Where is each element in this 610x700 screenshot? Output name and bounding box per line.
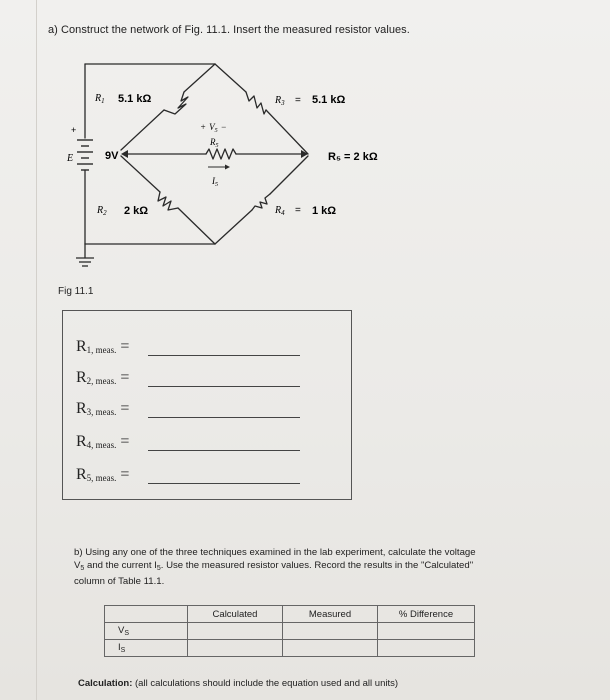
- resistor-r2-symbol: [158, 192, 178, 210]
- measurement-label: $R_{5, meas.}$ =: [76, 466, 130, 483]
- results-table: [104, 605, 475, 657]
- r5-center-label: [209, 137, 219, 149]
- table-cell-difference[interactable]: [378, 640, 475, 657]
- measurement-blank-line[interactable]: [148, 417, 300, 418]
- table-cell-measured[interactable]: [283, 640, 378, 657]
- bridge-circuit-diagram: [0, 0, 610, 300]
- measurement-blank-line[interactable]: [148, 483, 300, 484]
- measurement-row-r1: [76, 336, 306, 358]
- part-b-line-1: b) Using any one of the three techniques examined in the lab experiment, calculate the voltage: [74, 547, 476, 558]
- measurement-row-r5: [76, 464, 306, 486]
- figure-caption: Fig 11.1: [58, 286, 94, 297]
- r2-label: [96, 205, 148, 217]
- ground-icon: [76, 258, 94, 266]
- part-b-line-2: $V_5$ and the current $I_5$. Use the measured resistor values. Record the results in the "Calculated": [74, 560, 474, 572]
- calculation-label: Calculation:: [78, 678, 133, 689]
- resistor-r4-symbol: [252, 194, 270, 210]
- r4-label: [274, 205, 336, 217]
- measurement-blank-line[interactable]: [148, 450, 300, 451]
- r1-label: [94, 93, 151, 105]
- resistor-r5-symbol: [206, 149, 236, 159]
- source-plus-sign: +: [71, 125, 77, 135]
- svg-text:R1: $R_1$: [95, 93, 105, 105]
- measurement-row-r2: [76, 367, 306, 389]
- wire-bottom-left: [121, 156, 215, 244]
- current-is-arrow-icon: [208, 165, 230, 170]
- wire-bottom-right: [215, 156, 308, 244]
- measurement-label: $R_{1, meas.}$ =: [76, 338, 130, 355]
- table-header-row: [105, 606, 475, 623]
- wire-top-right: [215, 64, 308, 154]
- table-row: [105, 623, 475, 640]
- svg-text:R4: $R_4$: [275, 205, 285, 217]
- measurement-label: $R_{3, meas.}$ =: [76, 400, 130, 417]
- r4-value: 1 kΩ: [312, 205, 337, 217]
- resistor-r1-symbol: [164, 92, 188, 114]
- part-b-line-3: column of Table 11.1.: [74, 576, 165, 587]
- measurement-blank-line[interactable]: [148, 355, 300, 356]
- table-cell-measured[interactable]: [283, 623, 378, 640]
- svg-text:=: =: [295, 205, 301, 216]
- svg-text:+V5−: + $V_5$ −: [200, 122, 227, 134]
- table-header-cell: Measured: [283, 606, 378, 623]
- table-row-label: $V_S$: [105, 623, 188, 640]
- measurement-blank-line[interactable]: [148, 386, 300, 387]
- r3-label: [274, 94, 345, 107]
- measurement-row-r4: [76, 431, 306, 453]
- table-header-cell: Calculated: [188, 606, 283, 623]
- r2-value: 2 kΩ: [124, 205, 149, 217]
- table-header-cell: [105, 606, 188, 623]
- vs-polarity-label: [200, 122, 227, 134]
- r3-value: 5.1 kΩ: [312, 94, 346, 106]
- source-e-label: E: [67, 153, 74, 164]
- table-row-label: $I_S$: [105, 640, 188, 657]
- calculation-note: Calculation: (all calculations should include the equation used and all units): [78, 678, 399, 689]
- resistor-r3-symbol: [246, 92, 266, 114]
- measurement-row-r3: [76, 398, 306, 420]
- measurement-label: $R_{2, meas.}$ =: [76, 369, 130, 386]
- table-row: [105, 640, 475, 657]
- table-cell-calculated[interactable]: [188, 623, 283, 640]
- svg-text:I5: $I_5$: [212, 176, 218, 188]
- svg-text:=: =: [295, 95, 301, 106]
- table-header-cell: % Difference: [378, 606, 475, 623]
- svg-text:R5: $R_5$: [210, 137, 219, 149]
- is-current-label: [211, 176, 218, 188]
- r1-value: 5.1 kΩ: [118, 93, 152, 105]
- r5-value-label: R₅ = 2 kΩ: [328, 151, 378, 163]
- svg-text:R3: $R_3$: [275, 95, 285, 107]
- battery-source-icon: [77, 140, 93, 170]
- table-cell-calculated[interactable]: [188, 640, 283, 657]
- table-cell-difference[interactable]: [378, 623, 475, 640]
- part-a-instruction: a) Construct the network of Fig. 11.1. Insert the measured resistor values.: [48, 24, 410, 36]
- source-voltage-label: 9V: [105, 150, 119, 162]
- part-b-instruction: [74, 546, 574, 588]
- measurement-label: $R_{4, meas.}$ =: [76, 433, 130, 450]
- wire-top-left: [121, 64, 215, 150]
- svg-text:R2: $R_2$: [97, 205, 107, 217]
